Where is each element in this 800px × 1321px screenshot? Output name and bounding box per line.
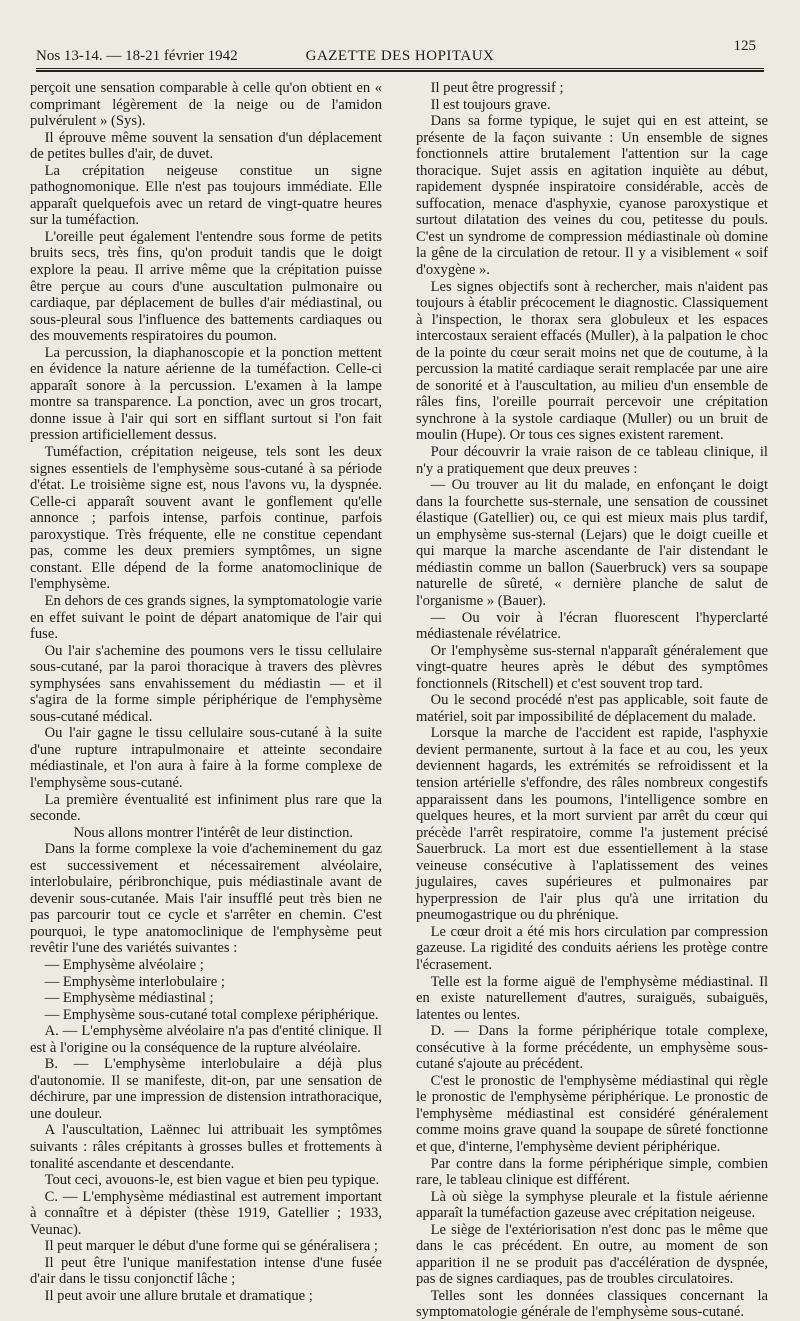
- paragraph: A. — L'emphysème alvéolaire n'a pas d'entité clinique. Il est à l'origine ou la conséquence de la rupture alvéolaire.: [30, 1023, 382, 1056]
- paragraph: Par contre dans la forme périphérique simple, combien rare, le tableau clinique est différent.: [416, 1155, 768, 1189]
- list-item: — Emphysème sous-cutané total complexe périphérique.: [44, 1006, 379, 1023]
- journal-title: GAZETTE DES HOPITAUX: [305, 48, 495, 64]
- paragraph: Il peut marquer le début d'une forme qui se généralisera ;: [44, 1238, 378, 1255]
- paragraph: Il peut être l'unique manifestation intense d'une fusée d'air dans le tissu conjonctif lâche ;: [30, 1254, 382, 1288]
- paragraph: Ou le second procédé n'est pas applicable, soit faute de matériel, soit par impossibilité de déplacement du malade.: [416, 692, 768, 725]
- paragraph: Il éprouve même souvent la sensation d'un déplacement de petites bulles d'air, de duvet.: [30, 129, 382, 163]
- paragraph: Le siège de l'extériorisation n'est donc pas le même que dans le cas précédent. En outre, au moment de son apparition il ne se produit pas d'accélération de dyspnée, pas de signes cardiaques, pas de troubles circulatoires.: [416, 1221, 768, 1288]
- paragraph: Telles sont les données classiques concernant la symptomatologie générale de l'emphysème sous-cutané.: [416, 1287, 768, 1321]
- paragraph: A l'auscultation, Laënnec lui attribuait les symptômes suivants : râles crépitants à grosses bulles et frottements à tonalité ascendante et descendante.: [30, 1122, 382, 1172]
- paragraph: La crépitation neigeuse constitue un signe pathognomonique. Elle n'est pas toujours immédiate. Elle apparaît quelquefois avec un retard de vingt-quatre heures sur la tuméfaction.: [30, 162, 382, 229]
- list-item: — Emphysème interlobulaire ;: [44, 973, 225, 990]
- paragraph: Il peut avoir une allure brutale et dramatique ;: [44, 1287, 313, 1304]
- paragraph: L'oreille peut également l'entendre sous forme de petits bruits secs, très fins, qu'on produit tandis que le doigt explore la peau. Il arrive même que la crépitation puisse être perçue au cours d'une auscultation pulmonaire ou cardiaque, par déplacement de bulles d'air médiastinal, ou sous-pleural sous l'influence des battements cardiaques ou des mouvements respiratoires du poumon.: [30, 228, 382, 345]
- header-rule: [36, 70, 764, 72]
- paragraph: B. — L'emphysème interlobulaire a déjà plus d'autonomie. Il se manifeste, dit-on, par une sensation de déchirure, par une impression de distension intrathoracique, une douleur.: [30, 1056, 382, 1122]
- paragraph: Tuméfaction, crépitation neigeuse, tels sont les deux signes essentiels de l'emphysème sous-cutané à sa période d'état. Le troisième signe est, nous l'avons vu, la dyspnée. Celle-ci apparaît souvent avant le gonflement qu'elle annonce ; parfois intense, parfois continue, parfois paroxystique. Très fréquente, elle ne constitue cependant pas, comme les deux premiers symptômes, un signe constant. Elle dépend de la forme anatomoclinique de l'emphysème.: [30, 444, 382, 593]
- paragraph: La première éventualité est infiniment plus rare que la seconde.: [30, 791, 382, 825]
- paragraph: Là où siège la symphyse pleurale et la fistule aérienne apparaît la tuméfaction gazeuse avec crépitation neigeuse.: [416, 1188, 768, 1222]
- paragraph: Tout ceci, avouons-le, est bien vague et bien peu typique.: [44, 1172, 380, 1189]
- paragraph: Dans sa forme typique, le sujet qui en est atteint, se présente de la façon suivante : Un ensemble de signes fonctionnels attire brutalement l'attention sur la cage thoracique. Sujet assis en agitation inquiète au début, rapidement dyspnée inspiratoire considérable, accès de suffocation, menace d'asphyxie, cyanose paroxystique et surtout dilatation des veines du cou, petitesse du pouls. C'est un syndrome de compression médiastinale où domine la gêne de la circulation de retour. Il y a visiblement « soif d'oxygène ».: [416, 113, 768, 279]
- page-number: 125: [733, 38, 756, 54]
- paragraph: Le cœur droit a été mis hors circulation par compression gazeuse. La rigidité des conduits aériens les protège contre l'écrasement.: [416, 923, 768, 973]
- list-item: — Emphysème alvéolaire ;: [44, 956, 204, 973]
- paragraph: Il peut être progressif ;: [430, 80, 564, 96]
- paragraph: La percussion, la diaphanoscopie et la ponction mettent en évidence la nature aérienne de la tuméfaction. Celle-ci apparaît sonore à la percussion. L'examen à la lampe montre sa transparence. La ponction, avec un gros trocart, donne issue à l'air qui sort en sifflant surtout si l'on fait pression artificiellement dessus.: [30, 344, 382, 444]
- paragraph: — Ou voir à l'écran fluorescent l'hyperclarté médiastenale révélatrice.: [416, 609, 768, 643]
- paragraph: Lorsque la marche de l'accident est rapide, l'asphyxie devient permanente, surtout à la face et au cou, les yeux deviennent hagards, les extrémités se refroidissent et la tension artérielle s'effondre, des râles nombreux congestifs apparaissent dans les poumons, l'intelligence sombre en quelques heures, et la mort survient par arrêt du cœur qui précède l'arrêt respiratoire, comme l'a justement précisé Sauerbruck. La mort est due essentiellement à la stase veineuse consécutive à l'aplatissement des veines jugulaires, caves supérieures et pulmonaires par hyperpression de l'air plus qu'à une irritation du pneumogastrique ou du phrénique.: [416, 725, 768, 924]
- paragraph: Pour découvrir la vraie raison de ce tableau clinique, il n'y a pratiquement que deux preuves :: [416, 444, 768, 477]
- list-item: — Emphysème médiastinal ;: [44, 990, 214, 1007]
- paragraph: C'est le pronostic de l'emphysème médiastinal qui règle le pronostic de l'emphysème périphérique. Le pronostic de l'emphysème médiastinal est considéré généralement comme moins grave quand la soupape de sûreté fonctionne et que, d'interne, l'emphysème devient périphérique.: [416, 1072, 768, 1155]
- page-header: [36, 38, 764, 69]
- issue-number: Nos 13-14. — 18-21 février 1942: [36, 48, 238, 64]
- paragraph: En dehors de ces grands signes, la symptomatologie varie en effet suivant le point de départ anatomique de l'air qui fuse.: [30, 592, 382, 643]
- paragraph: Telle est la forme aiguë de l'emphysème médiastinal. Il en existe naturellement d'autres, suraiguës, subaiguës, latentes ou lentes.: [416, 973, 768, 1023]
- paragraph: Or l'emphysème sus-sternal n'apparaît généralement que vingt-quatre heures après le début des symptômes fonctionnels (Ritschell) et c'est souvent trop tard.: [416, 642, 768, 692]
- paragraph: Les signes objectifs sont à rechercher, mais n'aident pas toujours à établir précocement le diagnostic. Classiquement à l'inspection, le thorax sera globuleux et les espaces intercostaux seraient effacés (Muller), à la palpation le choc de la pointe du cœur serait moins net que de coutume, à la percussion la matité cardiaque serait remplacée par une aire de sonorité et à l'auscultation, au milieu d'un ensemble de râles fins, l'oreille pourrait percevoir une crépitation synchrone à la systole cardiaque (Muller) ou un bruit de moulin (Hupe). Or tous ces signes existent rarement.: [416, 278, 768, 444]
- paragraph: C. — L'emphysème médiastinal est autrement important à connaître et à dépister (thèse 1919, Gatellier ; 1933, Veunac).: [30, 1188, 382, 1238]
- right-column: [416, 80, 768, 1321]
- paragraph: Ou l'air s'achemine des poumons vers le tissu cellulaire sous-cutané, par la paroi thoracique à travers des plèvres symphysées sans envahissement du médiastin — et il s'agira de la forme simple périphérique de l'emphysème sous-cutané médical.: [30, 642, 382, 725]
- paragraph: Il est toujours grave.: [430, 96, 551, 113]
- paragraph: perçoit une sensation comparable à celle qu'on obtient en « comprimant légèrement de la neige ou de l'amidon pulvérulent » (Sys).: [30, 80, 382, 130]
- paragraph: D. — Dans la forme périphérique totale complexe, consécutive à la forme précédente, un emphysème sous-cutané s'ajoute au précédent.: [416, 1023, 768, 1073]
- paragraph: Dans la forme complexe la voie d'acheminement du gaz est successivement et nécessairement alvéolaire, interlobulaire, péribronchique, puis médiastinale avant de devenir sous-cutanée. Mais l'air insufflé peut très bien ne pas parcourir tout ce cycle et s'arrêter en chemin. C'est pourquoi, le type anatomoclinique de l'emphysème peut revêtir l'une des variétés suivantes :: [30, 841, 382, 957]
- paragraph: — Ou trouver au lit du malade, en enfonçant le doigt dans la fourchette sus-sternale, une sensation de coussinet élastique (Gatellier) ou, ce qui est mieux mais plus tardif, un emphysème sus-sternal (Lejars) que le doigt cueille et qui marque la marche ascendante de l'air distendant le médiastin comme un ballon (Sauerbruck) vers sa soupape naturelle de sûreté, « dernière planche de salut de l'organisme » (Bauer).: [416, 477, 768, 609]
- paragraph: Nous allons montrer l'intérêt de leur distinction.: [73, 824, 354, 841]
- paragraph: Ou l'air gagne le tissu cellulaire sous-cutané à la suite d'une rupture intrapulmonaire et atteinte secondaire médiastinale, et l'on aura à faire à la forme complexe de l'emphysème sous-cutané.: [30, 725, 382, 791]
- left-column: [30, 80, 382, 1304]
